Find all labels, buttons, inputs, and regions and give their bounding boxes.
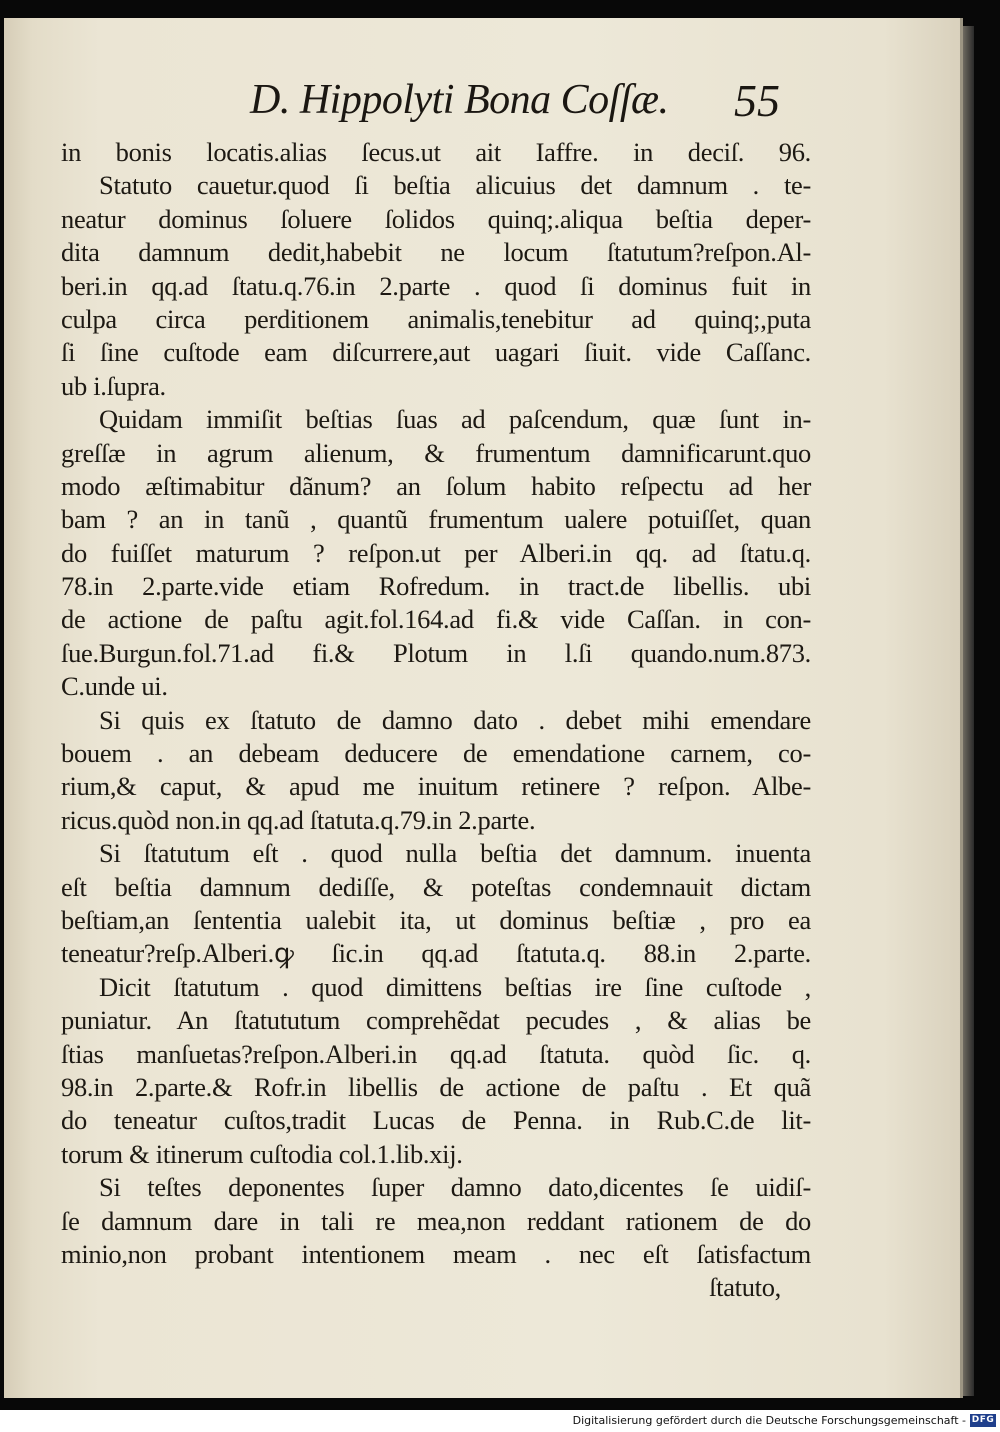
text-line: neatur dominus ſoluere ſolidos quinq;.aliqua beſtia deper- (61, 203, 811, 234)
funding-credit: Digitalisierung gefördert durch die Deutsche Forschungsgemeinschaft - (572, 1414, 966, 1427)
text-line: ſue.Burgun.fol.71.ad fi.& Plotum in l.ſi quando.num.873. (61, 637, 811, 668)
text-line: beſtiam,an ſententia ualebit ita, ut dominus beſtiæ , pro ea (61, 904, 811, 935)
body-text (61, 136, 811, 1305)
text-line: ſe damnum dare in tali re mea,non reddant rationem de do (61, 1205, 811, 1236)
text-line: torum & itinerum cuſtodia col.1.lib.xij. (61, 1138, 463, 1169)
text-line: puniatur. An ſtatututum comprehẽdat pecudes , & alias be (61, 1005, 811, 1036)
text-line: Si quis ex ſtatuto de damno dato . debet mihi emendare (99, 704, 811, 735)
text-line: ricus.quòd non.in qq.ad ſtatuta.q.79.in 2.parte. (61, 804, 536, 835)
book-page (4, 18, 963, 1398)
dfg-logo-icon: DFG (971, 1415, 995, 1425)
text-line: teneatur?reſp.Alberi.ꝙ ſic.in qq.ad ſtatuta.q. 88.in 2.parte. (61, 938, 811, 969)
text-line: Dicit ſtatutum . quod dimittens beſtias ire ſine cuſtode , (99, 971, 811, 1002)
text-line: do teneatur cuſtos,tradit Lucas de Penna. in Rub.C.de lit- (61, 1105, 811, 1136)
text-line: culpa circa perditionem animalis,tenebitur ad quinq;,puta (61, 303, 811, 334)
text-line: C.unde ui. (61, 671, 168, 702)
text-line: Statuto cauetur.quod ſi beſtia alicuius det damnum . te- (99, 170, 811, 201)
text-line: bam ? an in tanũ , quantũ frumentum ualere potuiſſet, quan (61, 504, 811, 535)
text-line: 78.in 2.parte.vide etiam Rofredum. in tract.de libellis. ubi (61, 571, 811, 602)
text-line: de actione de paſtu agit.fol.164.ad fi.& vide Caſſan. in con- (61, 604, 811, 635)
text-line: ſi ſine cuſtode eam diſcurrere,aut uagari ſiuit. vide Caſſanc. (61, 337, 811, 368)
text-line: 98.in 2.parte.& Rofr.in libellis de actione de paſtu . Et quã (61, 1071, 811, 1102)
page-header (4, 18, 960, 128)
text-line: eſt beſtia damnum dediſſe, & poteſtas condemnauit dictam (61, 871, 811, 902)
text-line: in bonis locatis.alias ſecus.ut ait Iaffre. in deciſ. 96. (61, 137, 811, 167)
text-line: ub i.ſupra. (61, 370, 166, 401)
text-line: dita damnum dedit,habebit ne locum ſtatutum?reſpon.Al- (61, 237, 811, 268)
text-line: modo æſtimabitur dãnum? an ſolum habito reſpectu ad her (61, 470, 811, 501)
text-line: ſtias manſuetas?reſpon.Alberi.in qq.ad ſtatuta. quòd ſic. q. (61, 1038, 811, 1069)
text-line: bouem . an debeam deducere de emendatione carnem, co- (61, 738, 811, 769)
text-line: Si teſtes deponentes ſuper damno dato,dicentes ſe uidiſ- (99, 1172, 811, 1203)
text-line: minio,non probant intentionem meam . nec eſt ſatisfactum (61, 1238, 811, 1269)
text-line: rium,& caput, & apud me inuitum retinere ? reſpon. Albe- (61, 771, 811, 802)
footer-bar (0, 1410, 1000, 1432)
running-head: D. Hippolyti Bona Coſſæ. (250, 77, 669, 123)
text-line: Si ſtatutum eſt . quod nulla beſtia det damnum. inuenta (99, 838, 811, 869)
text-line: beri.in qq.ad ſtatu.q.76.in 2.parte . quod ſi dominus fuit in (61, 270, 811, 301)
text-line: do fuiſſet maturum ? reſpon.ut per Alberi.in qq. ad ſtatu.q. (61, 537, 811, 568)
catchword: ſtatuto, (709, 1272, 781, 1303)
text-line: Quidam immiſit beſtias ſuas ad paſcendum, quæ ſunt in- (99, 404, 811, 435)
text-line: greſſæ in agrum alienum, & frumentum damnificarunt.quo (61, 437, 811, 468)
page-number: 55 (734, 75, 780, 126)
